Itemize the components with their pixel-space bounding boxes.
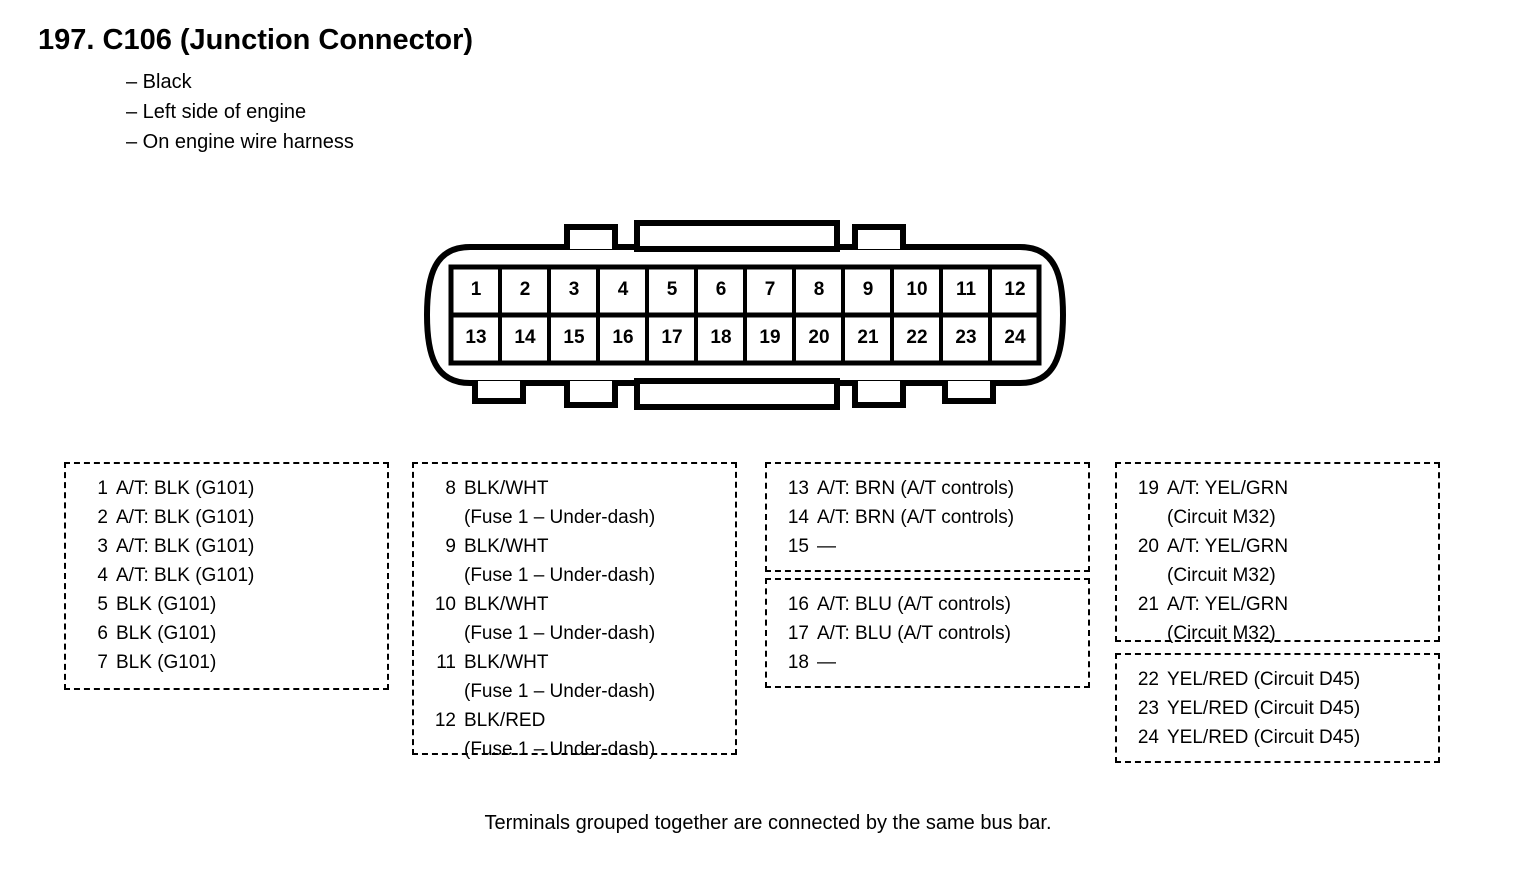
- pin-cell-19: 19: [759, 327, 781, 348]
- pin-entry: [1129, 590, 1426, 619]
- pin-cell-6: 6: [715, 279, 727, 300]
- pin-description: YEL/RED (Circuit D45): [1167, 698, 1361, 719]
- pin-entry: [78, 590, 375, 619]
- pin-cell-22: 22: [906, 327, 928, 348]
- connector-diagram: [415, 215, 1075, 415]
- pin-entry: [78, 474, 375, 503]
- pin-description-continued: (Circuit M32): [1167, 565, 1276, 586]
- pin-cell-20: 20: [808, 327, 830, 348]
- pin-cell-23: 23: [955, 327, 977, 348]
- pin-entry: [1129, 474, 1426, 503]
- pin-entry: [426, 590, 723, 619]
- pin-number: 17: [787, 623, 809, 644]
- pin-number: 2: [97, 507, 108, 528]
- pin-entry: [78, 561, 375, 590]
- pin-cell-12: 12: [1004, 279, 1026, 300]
- pin-description: A/T: BLK (G101): [116, 478, 255, 499]
- pin-group-22-24: [1115, 653, 1440, 763]
- pin-group-8-12: [412, 462, 737, 760]
- pin-group-13-15: [765, 462, 1090, 572]
- pin-description: BLK/RED: [464, 710, 546, 731]
- pin-number: 1: [97, 478, 108, 499]
- page-header: [38, 24, 473, 157]
- pin-entry: [779, 503, 1076, 532]
- pin-number: 18: [787, 652, 809, 673]
- pin-cell-15: 15: [563, 327, 585, 348]
- pin-number: 21: [1137, 594, 1159, 615]
- pin-entry: [78, 503, 375, 532]
- pin-number: 23: [1137, 698, 1159, 719]
- pin-cell-7: 7: [764, 279, 776, 300]
- pin-entry: [78, 619, 375, 648]
- pin-group-1-7: [64, 462, 389, 690]
- pin-entry: [779, 648, 1076, 677]
- connector-attribute: – Black: [126, 71, 192, 93]
- pin-cell-5: 5: [666, 279, 678, 300]
- pin-cell-9: 9: [862, 279, 874, 300]
- pin-description: A/T: BLK (G101): [116, 565, 255, 586]
- pin-entry: [1129, 694, 1426, 723]
- pin-number: 16: [787, 594, 809, 615]
- pin-description: BLK/WHT: [464, 652, 549, 673]
- pin-cell-13: 13: [465, 327, 487, 348]
- page-title: 197. C106 (Junction Connector): [38, 24, 474, 56]
- pin-entry: [78, 532, 375, 561]
- pin-description: A/T: BRN (A/T controls): [817, 478, 1015, 499]
- pin-number: 13: [787, 478, 809, 499]
- pin-cell-4: 4: [617, 279, 629, 300]
- pin-number: 5: [97, 594, 108, 615]
- pin-cell-1: 1: [470, 279, 482, 300]
- pin-description: BLK (G101): [116, 594, 217, 615]
- pin-entry: [779, 590, 1076, 619]
- pin-cell-11: 11: [955, 279, 977, 300]
- pin-entry: [426, 706, 723, 735]
- pin-number: 24: [1137, 727, 1159, 748]
- pin-description: A/T: BLU (A/T controls): [817, 594, 1011, 615]
- pin-description-continued: (Fuse 1 – Under-dash): [464, 739, 656, 760]
- pin-number: 6: [97, 623, 108, 644]
- pin-entry: [779, 619, 1076, 648]
- pin-number: 10: [434, 594, 456, 615]
- pin-number: 9: [445, 536, 456, 557]
- pin-cell-14: 14: [514, 327, 536, 348]
- pin-cell-24: 24: [1004, 327, 1026, 348]
- pin-description: A/T: YEL/GRN: [1167, 478, 1289, 499]
- pin-description-continued: (Fuse 1 – Under-dash): [464, 623, 656, 644]
- pin-description: YEL/RED (Circuit D45): [1167, 669, 1361, 690]
- connector-attribute: – Left side of engine: [126, 101, 307, 123]
- pin-description-continued: (Fuse 1 – Under-dash): [464, 681, 656, 702]
- pin-number: 7: [97, 652, 108, 673]
- connector-attribute: – On engine wire harness: [126, 131, 354, 153]
- pin-description-continued: (Fuse 1 – Under-dash): [464, 507, 656, 528]
- pin-entry: [426, 648, 723, 677]
- pin-cell-21: 21: [857, 327, 879, 348]
- pin-description: BLK/WHT: [464, 594, 549, 615]
- pin-group-16-18: [765, 578, 1090, 688]
- pin-number: 22: [1137, 669, 1159, 690]
- pin-description: A/T: BRN (A/T controls): [817, 507, 1015, 528]
- pin-description-continued: (Circuit M32): [1167, 507, 1276, 528]
- pin-description: YEL/RED (Circuit D45): [1167, 727, 1361, 748]
- pin-cell-10: 10: [906, 279, 928, 300]
- pin-description-continued: (Circuit M32): [1167, 623, 1276, 644]
- pin-entry: [426, 474, 723, 503]
- pin-description: —: [817, 652, 836, 673]
- pin-description: A/T: BLK (G101): [116, 536, 255, 557]
- connector-outline-icon: [415, 215, 1075, 415]
- pin-cell-17: 17: [661, 327, 683, 348]
- pin-description: A/T: YEL/GRN: [1167, 594, 1289, 615]
- footer-note: Terminals grouped together are connected by the same bus bar.: [484, 812, 1052, 834]
- pin-description: BLK/WHT: [464, 536, 549, 557]
- pin-cell-16: 16: [612, 327, 634, 348]
- connector-attributes: [126, 67, 473, 157]
- pin-entry: [779, 474, 1076, 503]
- pin-number: 19: [1137, 478, 1159, 499]
- pin-entry: [1129, 532, 1426, 561]
- pin-entry: [1129, 723, 1426, 752]
- pin-description: BLK (G101): [116, 652, 217, 673]
- pin-description: A/T: BLU (A/T controls): [817, 623, 1011, 644]
- pin-cell-18: 18: [710, 327, 732, 348]
- pin-number: 3: [97, 536, 108, 557]
- pin-description: BLK/WHT: [464, 478, 549, 499]
- pin-number: 12: [434, 710, 456, 731]
- pin-description: A/T: BLK (G101): [116, 507, 255, 528]
- pin-description: BLK (G101): [116, 623, 217, 644]
- pin-cell-3: 3: [568, 279, 580, 300]
- pin-number: 14: [787, 507, 809, 528]
- pin-description-continued: (Fuse 1 – Under-dash): [464, 565, 656, 586]
- pin-entry: [426, 532, 723, 561]
- pin-number: 11: [436, 652, 456, 673]
- pin-cell-2: 2: [519, 279, 531, 300]
- pin-number: 20: [1137, 536, 1159, 557]
- pin-number: 8: [445, 478, 456, 499]
- pin-number: 15: [787, 536, 809, 557]
- pin-entry: [779, 532, 1076, 561]
- pin-entry: [1129, 665, 1426, 694]
- pin-number: 4: [97, 565, 108, 586]
- pin-cell-8: 8: [813, 279, 825, 300]
- pin-description: —: [817, 536, 836, 557]
- pin-entry: [78, 648, 375, 677]
- pin-description: A/T: YEL/GRN: [1167, 536, 1289, 557]
- pin-group-19-21: [1115, 462, 1440, 642]
